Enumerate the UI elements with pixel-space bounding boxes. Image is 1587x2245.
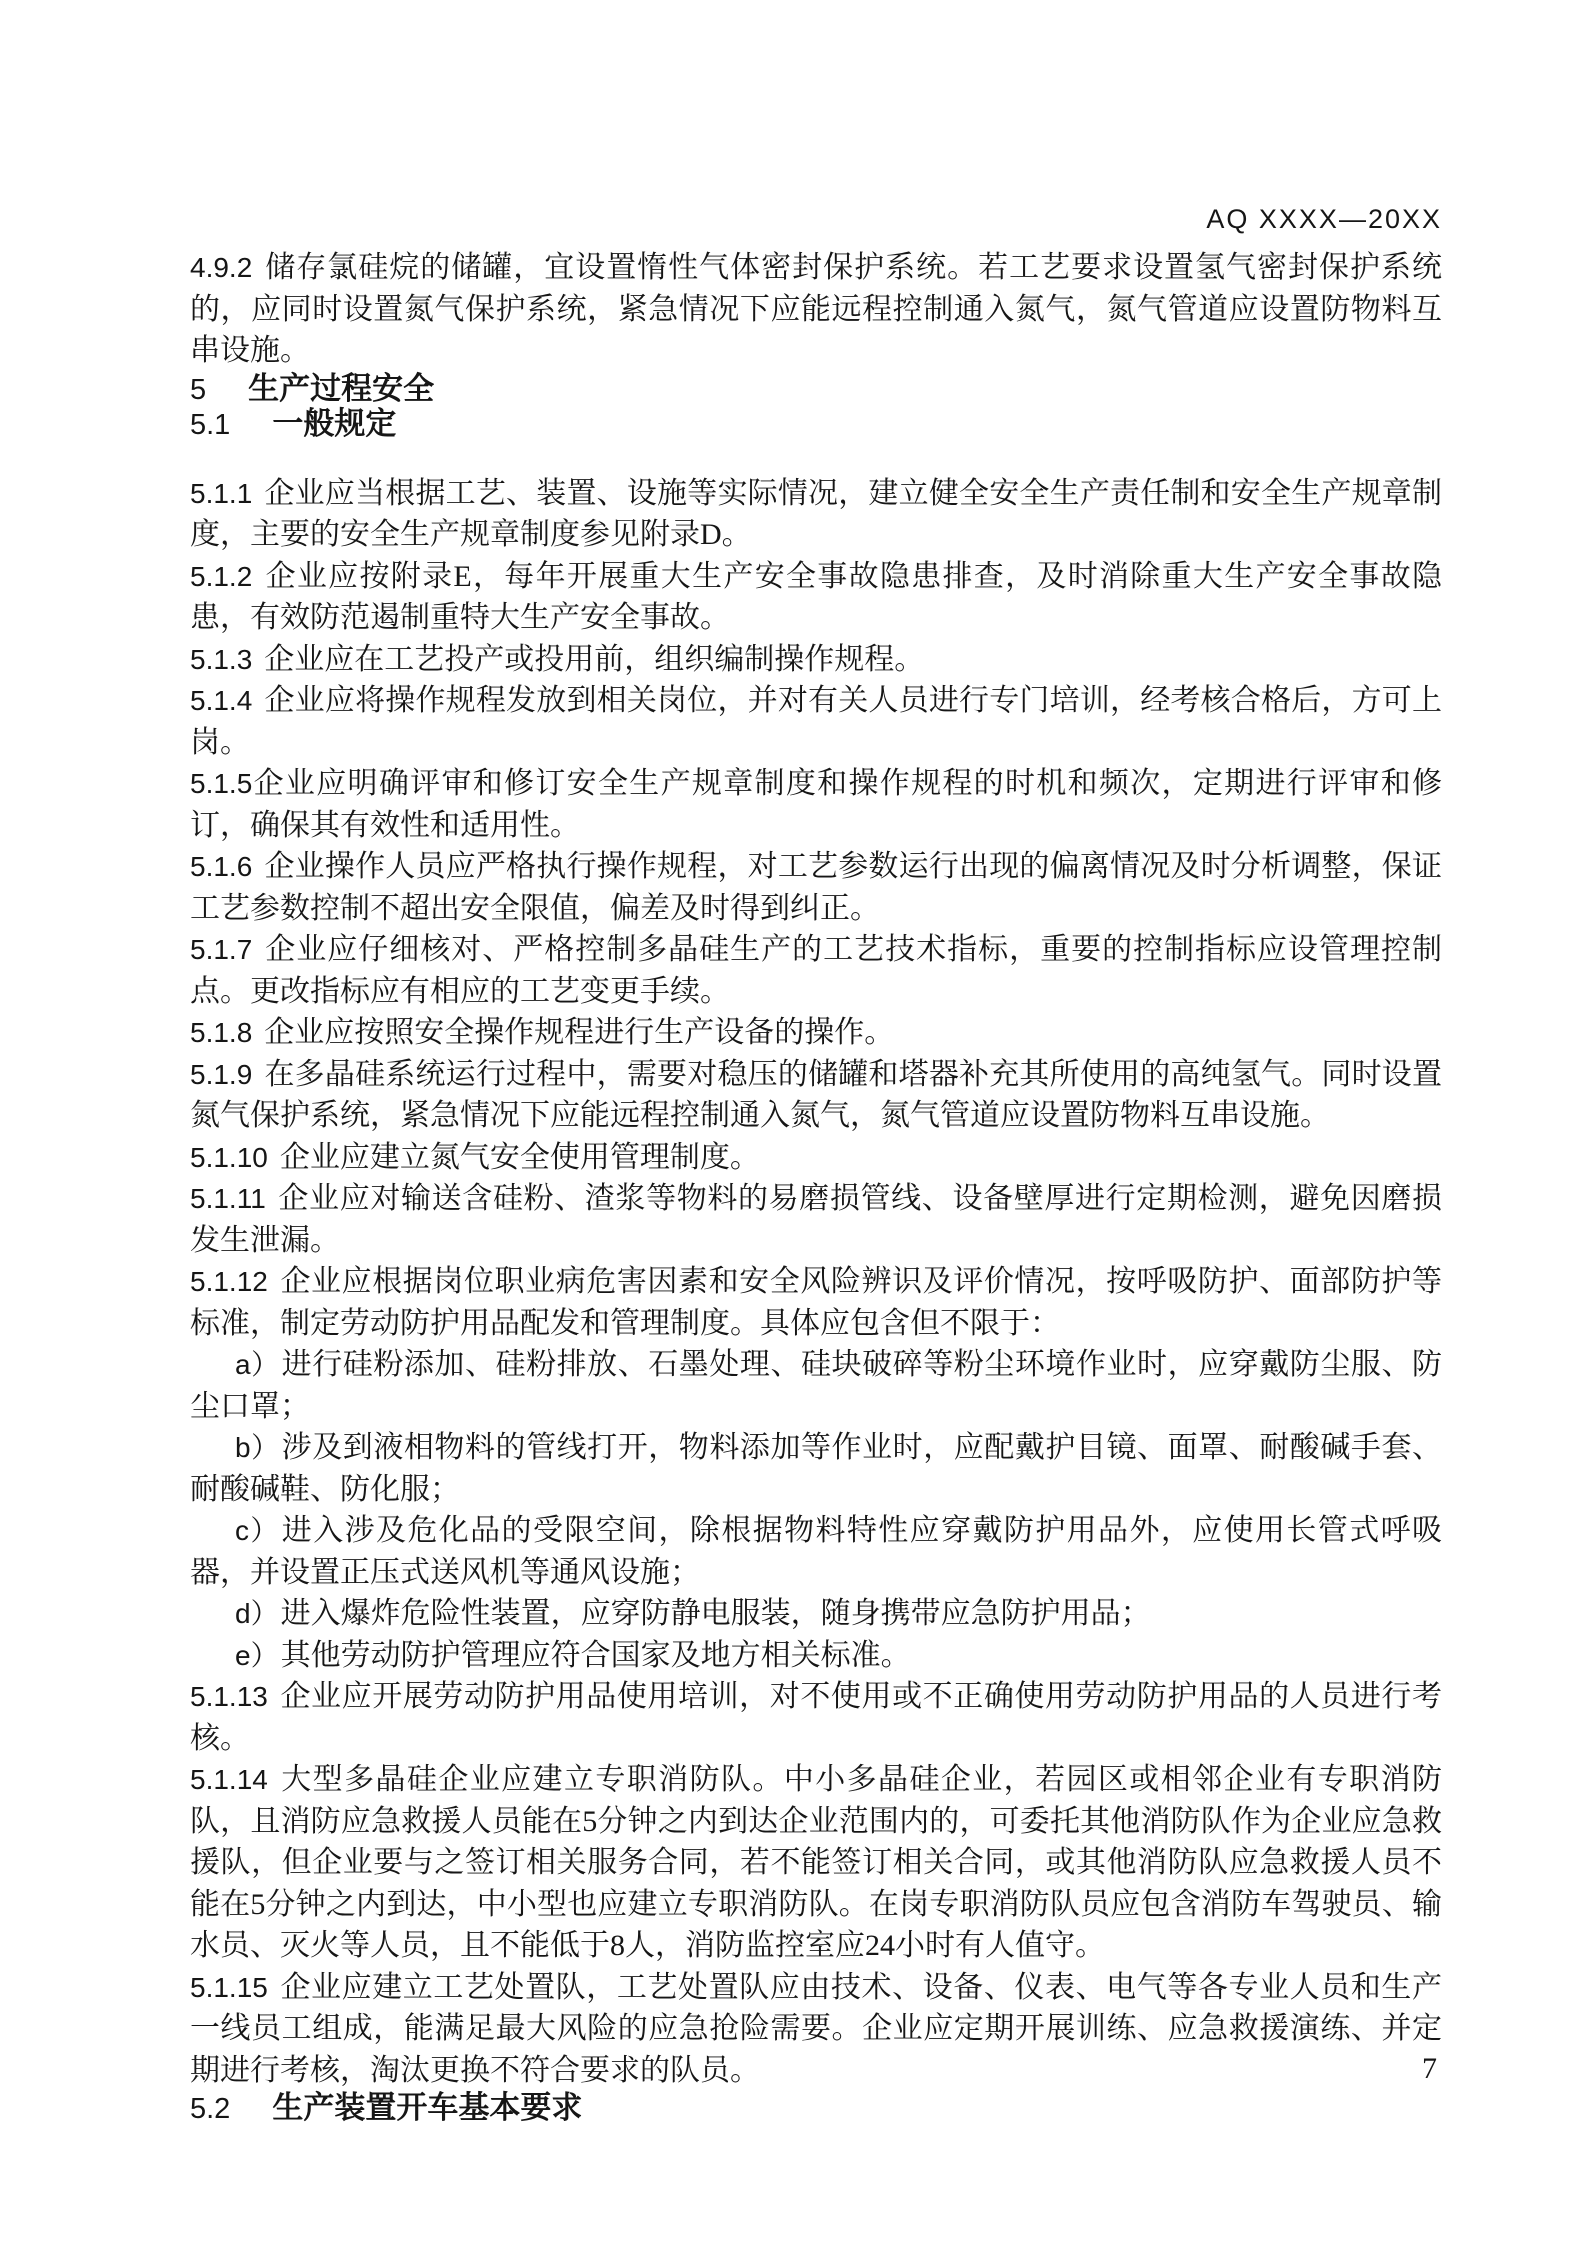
clause-text: 企业应按附录E，每年开展重大生产安全事故隐患排查，及时消除重大生产安全事故隐患，有效防范遏制重特大生产安全事故。 [190, 559, 1442, 634]
clause-text: 企业应明确评审和修订安全生产规章制度和操作规程的时机和频次，定期进行评审和修订，确保其有效性和适用性。 [190, 767, 1442, 842]
page-header-standard-number: AQ XXXX—20XX [1206, 204, 1442, 234]
clause-number: 5.1.3 [190, 643, 253, 675]
clause-5-1-13 [190, 1676, 1442, 1759]
section-number: 5 [190, 373, 207, 406]
clause-5-1-5 [190, 763, 1442, 846]
list-item-d [190, 1593, 1442, 1635]
clause-text: 企业操作人员应严格执行操作规程，对工艺参数运行出现的偏离情况及时分析调整，保证工艺参数控制不超出安全限值，偏差及时得到纠正。 [190, 850, 1442, 925]
clause-number: 4.9.2 [190, 252, 253, 283]
clause-number: 5.1.13 [190, 1681, 268, 1712]
list-item-a [190, 1344, 1442, 1427]
clause-text: 企业应根据岗位职业病危害因素和安全风险辨识及评价情况，按呼吸防护、面部防护等标准，制定劳动防护用品配发和管理制度。具体应包含但不限于： [190, 1265, 1442, 1340]
clause-number: 5.1.1 [190, 477, 253, 509]
clause-5-1-15 [190, 1967, 1442, 2092]
clause-number: 5.1.14 [190, 1764, 268, 1795]
subsection-number: 5.2 [190, 2093, 231, 2125]
page-number: 7 [1422, 2052, 1437, 2085]
clause-4-9-2 [190, 247, 1442, 372]
clause-number: 5.1.2 [190, 560, 253, 592]
clause-text: 在多晶硅系统运行过程中，需要对稳压的储罐和塔器补充其所使用的高纯氢气。同时设置氮气保护系统，紧急情况下应能远程控制通入氮气，氮气管道应设置防物料互串设施。 [190, 1057, 1442, 1132]
clause-5-1-6 [190, 846, 1442, 929]
clause-5-1-8 [190, 1012, 1442, 1054]
clause-text: 储存氯硅烷的储罐，宜设置惰性气体密封保护系统。若工艺要求设置氢气密封保护系统的，应同时设置氮气保护系统，紧急情况下应能远程控制通入氮气，氮气管道应设置防物料互串设施。 [190, 251, 1442, 367]
clause-5-1-2 [190, 556, 1442, 639]
clause-5-1-9 [190, 1054, 1442, 1137]
clause-number: 5.1.4 [190, 685, 253, 716]
list-item-marker: b） [235, 1432, 280, 1463]
section-heading-5 [190, 372, 1442, 407]
list-item-text: 进行硅粉添加、硅粉排放、石墨处理、硅块破碎等粉尘环境作业时，应穿戴防尘服、防尘口罩； [190, 1348, 1442, 1423]
list-item-c [190, 1510, 1442, 1593]
subsection-heading-5-2 [190, 2091, 1442, 2126]
clause-5-1-10 [190, 1137, 1442, 1179]
clause-5-1-1 [190, 473, 1442, 556]
clause-text: 企业应建立氮气安全使用管理制度。 [279, 1140, 760, 1174]
clause-text: 企业应仔细核对、严格控制多晶硅生产的工艺技术指标，重要的控制指标应设管理控制点。更改指标应有相应的工艺变更手续。 [190, 933, 1442, 1008]
list-item-marker: a） [235, 1349, 280, 1380]
subsection-heading-5-1 [190, 407, 1442, 442]
list-item-marker: e） [235, 1639, 279, 1671]
list-item-text: 其他劳动防护管理应符合国家及地方相关标准。 [280, 1638, 911, 1672]
subsection-number: 5.1 [190, 408, 231, 441]
clause-number: 5.1.10 [190, 1141, 268, 1173]
clause-text: 企业应按照安全操作规程进行生产设备的操作。 [264, 1016, 895, 1049]
clause-text: 企业应对输送含硅粉、渣浆等物料的易磨损管线、设备壁厚进行定期检测，避免因磨损发生泄漏。 [190, 1182, 1442, 1257]
list-item-marker: c） [235, 1515, 280, 1546]
clause-text: 大型多晶硅企业应建立专职消防队。中小多晶硅企业，若园区或相邻企业有专职消防队，且消防应急救援人员能在5分钟之内到达企业范围内的，可委托其他消防队作为企业应急救援队，但企业要与之签订相关服务合同，若不能签订相关合同，或其他消防队应急救援人员不能在5分钟之内到达，中小型也应建立专职消防队。在岗专职消防队员应包含消防车驾驶员、输水员、灭火等人员，且不能低于8人，消防监控室应24小时有人值守。 [190, 1763, 1442, 1962]
clause-text: 企业应当根据工艺、装置、设施等实际情况，建立健全安全生产责任制和安全生产规章制度，主要的安全生产规章制度参见附录D。 [190, 476, 1442, 551]
clause-5-1-11 [190, 1178, 1442, 1261]
clause-number: 5.1.5 [190, 768, 253, 799]
clause-number: 5.1.11 [190, 1183, 266, 1214]
clause-5-1-3 [190, 639, 1442, 681]
list-item-marker: d） [235, 1598, 279, 1629]
clause-number: 5.1.12 [190, 1266, 268, 1297]
list-item-text: 进入涉及危化品的受限空间，除根据物料特性应穿戴防护用品外，应使用长管式呼吸器，并设置正压式送风机等通风设施； [190, 1514, 1442, 1589]
clause-5-1-12 [190, 1261, 1442, 1344]
clause-5-1-14 [190, 1759, 1442, 1967]
clause-5-1-7 [190, 929, 1442, 1012]
clause-number: 5.1.6 [190, 851, 253, 882]
clause-text: 企业应建立工艺处置队，工艺处置队应由技术、设备、仪表、电气等各专业人员和生产一线员工组成，能满足最大风险的应急抢险需要。企业应定期开展训练、应急救援演练、并定期进行考核，淘汰更换不符合要求的队员。 [190, 1970, 1442, 2087]
clause-number: 5.1.7 [190, 934, 253, 965]
clause-number: 5.1.9 [190, 1058, 253, 1090]
list-item-e [190, 1635, 1442, 1677]
clause-text: 企业应开展劳动防护用品使用培训，对不使用或不正确使用劳动防护用品的人员进行考核。 [190, 1680, 1442, 1755]
list-item-text: 涉及到液相物料的管线打开，物料添加等作业时，应配戴护目镜、面罩、耐酸碱手套、耐酸碱鞋、防化服； [190, 1431, 1442, 1506]
section-title: 生产过程安全 [248, 370, 435, 406]
list-item-text: 进入爆炸危险性装置，应穿防静电服装，随身携带应急防护用品； [280, 1597, 1151, 1630]
subsection-title: 一般规定 [272, 405, 397, 441]
list-item-b [190, 1427, 1442, 1510]
clause-text: 企业应将操作规程发放到相关岗位，并对有关人员进行专门培训，经考核合格后，方可上岗。 [190, 684, 1442, 759]
clause-5-1-4 [190, 680, 1442, 763]
clause-group-5-1 [190, 473, 1442, 2092]
clause-number: 5.1.8 [190, 1017, 253, 1048]
clause-text: 企业应在工艺投产或投用前，组织编制操作规程。 [264, 642, 925, 676]
clause-number: 5.1.15 [190, 1971, 268, 2003]
subsection-title: 生产装置开车基本要求 [272, 2090, 583, 2125]
